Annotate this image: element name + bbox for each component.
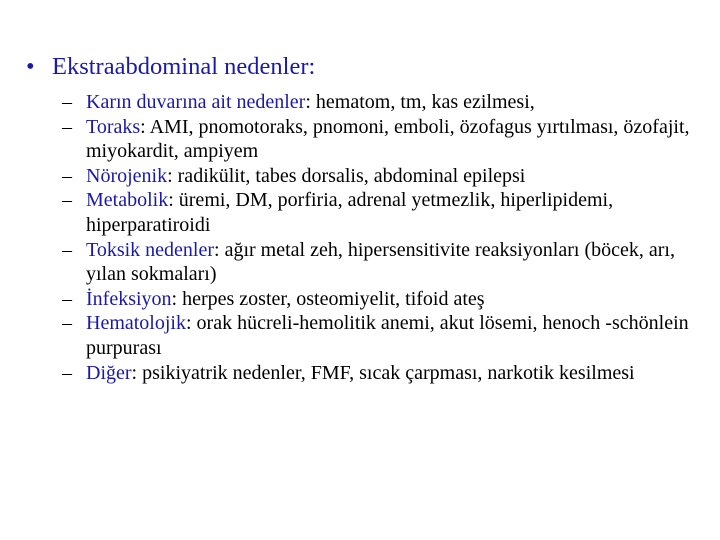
item-term: Toksik nedenler [86, 238, 215, 261]
item-text: : ağır metal zeh, hipersensitivite reaksiyonları (böcek, arı, yılan sokmaları) [86, 238, 675, 286]
item-text: : hematom, tm, kas ezilmesi, [305, 91, 535, 113]
bullet-dot: • [26, 53, 35, 80]
item-text: : herpes zoster, osteomiyelit, tifoid ateş [171, 287, 485, 310]
item-term: Hematolojik [86, 312, 186, 335]
item-text: : AMI, pnomotoraks, pnomoni, emboli, özofagus yırtılması, özofajit, miyokardit, ampiyem [86, 115, 690, 163]
dash-marker: – [62, 287, 72, 310]
main-bullet [26, 52, 706, 82]
item-term: Metabolik [86, 189, 169, 212]
item-term: Diğer [86, 361, 132, 384]
dash-marker: – [62, 115, 72, 138]
sub-bullet-list [62, 90, 718, 385]
item-term: İnfeksiyon [86, 287, 172, 310]
dash-marker: – [62, 164, 72, 187]
list-item [62, 90, 718, 115]
item-term: Toraks [86, 115, 141, 138]
list-item [62, 164, 718, 189]
dash-marker: – [62, 238, 72, 261]
dash-marker: – [62, 91, 72, 113]
item-text: : psikiyatrik nedenler, FMF, sıcak çarpması, narkotik kesilmesi [131, 361, 635, 384]
item-term: Nörojenik [86, 164, 168, 187]
item-text: : radikülit, tabes dorsalis, abdominal epilepsi [167, 164, 526, 187]
dash-marker: – [62, 361, 72, 384]
dash-marker: – [62, 312, 72, 335]
list-item [62, 188, 718, 237]
list-item [62, 238, 718, 287]
list-item [62, 361, 718, 386]
main-bullet-text: Ekstraabdominal nedenler: [52, 53, 316, 80]
item-term: Karın duvarına ait nedenler [86, 91, 306, 113]
list-item [62, 115, 718, 164]
item-text: : üremi, DM, porfiria, adrenal yetmezlik, hiperlipidemi, hiperparatiroidi [86, 189, 614, 236]
dash-marker: – [62, 189, 72, 212]
item-text: : orak hücreli-hemolitik anemi, akut lösemi, henoch -schönlein purpurası [86, 312, 689, 359]
list-item [62, 287, 718, 312]
list-item [62, 311, 718, 360]
